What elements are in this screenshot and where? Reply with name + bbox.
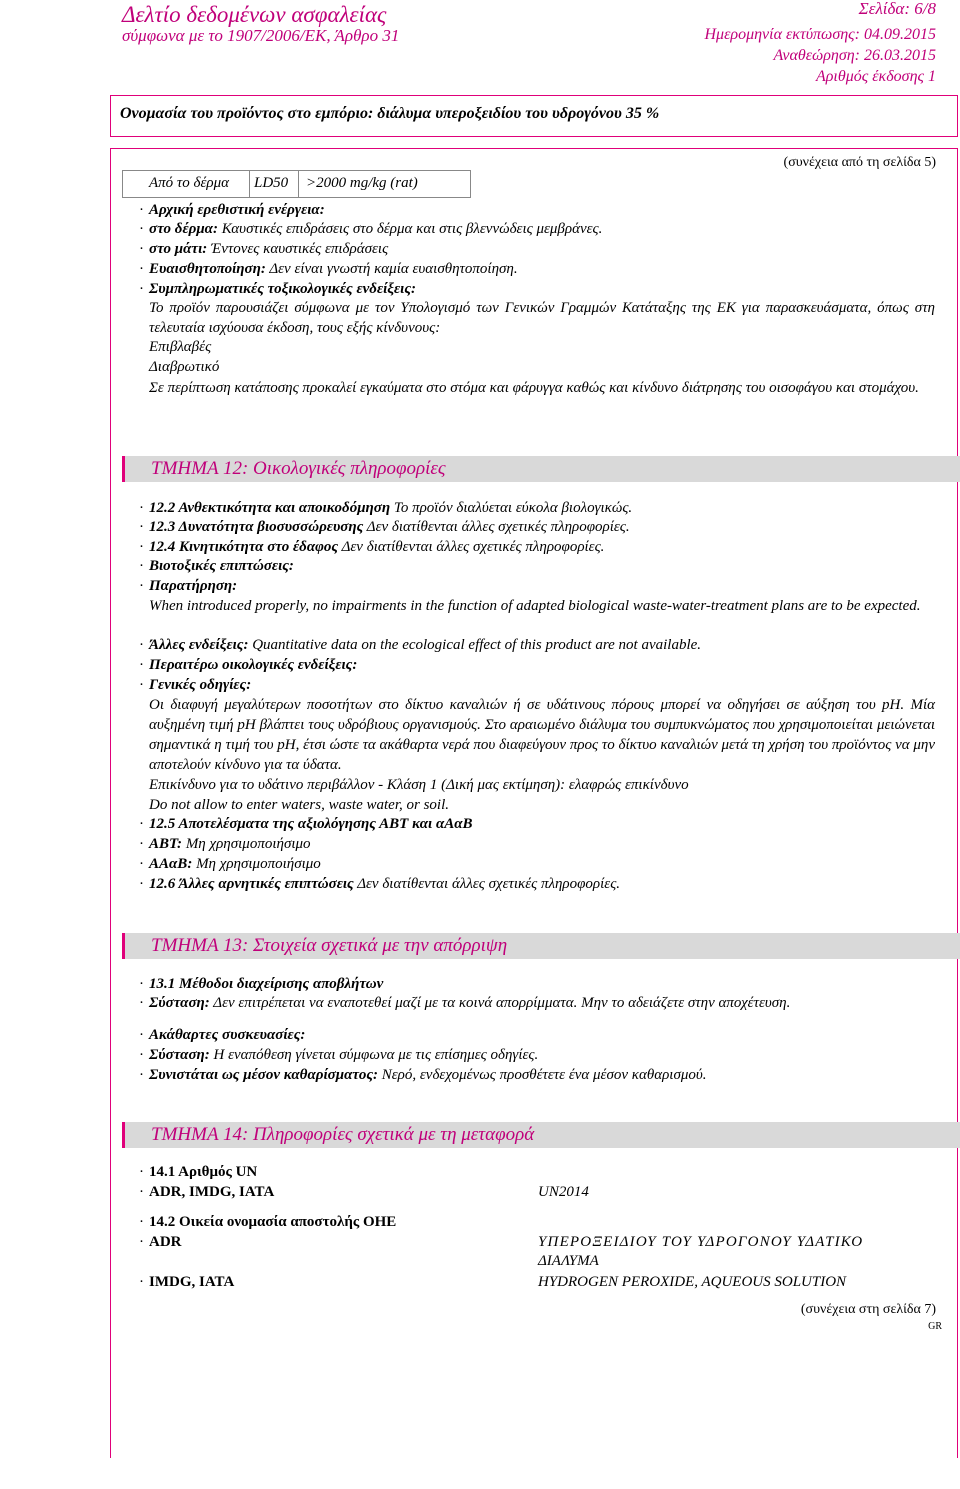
bioaccumulation [149,518,630,537]
bullet: · [139,677,144,693]
bullet: · [139,500,144,516]
bullet: · [139,1234,144,1250]
bullet: · [139,221,144,237]
bullet: · [139,578,144,594]
section-13-header [122,933,960,959]
ld50-divider [249,171,250,197]
bullet: · [139,261,144,277]
bullet: · [139,836,144,852]
persistence-label: 12.2 Ανθεκτικότητα και αποικοδόμηση [149,500,391,516]
corrosive: Διαβρωτικό [149,359,220,375]
print-date: Ημερομηνία εκτύπωσης: 04.09.2015 [704,26,936,43]
bullet: · [139,1274,144,1290]
other-adverse-text: Δεν διατίθενται άλλες σχετικές πληροφορίες. [357,876,621,892]
pbt-text: Μη χρησιμοποιήσιμο [185,836,311,852]
vpvb [149,855,321,874]
page-number: Σελίδα: 6/8 [858,0,936,18]
recommendation-1-label: Σύσταση: [149,995,210,1011]
bullet: · [139,281,144,297]
bullet: · [139,637,144,653]
skin-effect [149,220,602,239]
frame-right [957,148,958,1458]
sensitisation [149,260,518,279]
ld50-test: LD50 [254,175,289,191]
recommendation-2-label: Σύσταση: [149,1047,210,1063]
primary-irritation: Αρχική ερεθιστική ενέργεια: [149,202,325,218]
bullet: · [139,995,144,1011]
section-14-title: ΤΜΗΜΑ 14: Πληροφορίες σχετικά με τη μεταφορά [151,1124,535,1145]
imdg-label: IMDG, IATA [149,1274,235,1290]
country-code: GR [928,1321,942,1332]
persistence-text: Το προϊόν διαλύεται εύκολα βιολογικώς. [393,500,633,516]
bullet: · [139,1164,144,1180]
bioaccumulation-text: Δεν διατίθενται άλλες σχετικές πληροφορίες. [366,519,630,535]
adr-label: ADR [149,1234,182,1250]
bullet: · [139,1027,144,1043]
bullet: · [139,558,144,574]
bullet: · [139,1047,144,1063]
mobility [149,538,604,557]
vpvb-text: Μη χρησιμοποιήσιμο [196,856,321,872]
un-number-label: 14.1 Αριθμός UN [149,1164,258,1180]
vpvb-label: ΑΑαΒ: [149,856,193,872]
eye-effect [149,240,388,259]
unclean-packaging-label: Ακάθαρτες συσκευασίες: [149,1027,306,1043]
additional-tox-text: Το προϊόν παρουσιάζει σύμφωνα με τον Υπολογισμό των Γενικών Γραμμών Κατάταξης της ΕΚ για παρασκευάσματα, όπως στη τελευταία ισχύουσα έκδοση, τους εξής κίνδυνους: [149,300,935,336]
frame-top [110,148,958,149]
skin-label: στο δέρμα: [149,221,218,237]
un-number-value: UN2014 [538,1184,589,1200]
eye-label: στο μάτι: [149,241,208,257]
general-notes-text: Οι διαφυγή μεγαλύτερων ποσοτήτων στο δίκτυο καναλιών ή σε υδάτινους πόρους μπορεί να οδηγήσει σε αύξηση του pH. Μία αυξημένη τιμή pH βλάπτει τους υδρόβιους οργανισμούς. Στο αραιωμένο διάλυμα του συμπυκνώματος που χρησιμοποιείται μειώνεται σημαντικά η τιμή του pH, έτσι ώστε τα ακάθαρτα νερά που διαφεύγουν προς το δίκτυο καναλιών μετά τη χρήση του προϊόντος να μην αποτελούν κίνδυνο για τα ύδατα. [149,697,935,773]
pbt [149,835,311,854]
pbt-results-label: 12.5 Αποτελέσματα της αξιολόγησης ΑΒΤ και αΑαΒ [149,816,473,832]
bullet: · [139,876,144,892]
bullet: · [139,816,144,832]
sensitisation-text: Δεν είναι γνωστή καμία ευαισθητοποίηση. [269,261,518,277]
bullet: · [139,856,144,872]
skin-text: Καυστικές επιδράσεις στο δέρμα και στις βλεννώδεις μεμβράνες. [221,221,603,237]
section-12-title: ΤΜΗΜΑ 12: Οικολογικές πληροφορίες [151,458,446,479]
bullet: · [139,1067,144,1083]
cleaning-agent [149,1066,707,1085]
adr-value-line-2: ΔΙΑΛΥΜΑ [538,1253,599,1269]
other-info-text: Quantitative data on the ecological effect of this product are not available. [252,637,702,653]
shipping-name-label: 14.2 Οικεία ονομασία αποστολής ΟΗΕ [149,1214,397,1230]
un-modes: ADR, IMDG, IATA [149,1184,275,1200]
version-number: Αριθμός έκδοσης 1 [815,68,936,85]
document-title: Δελτίο δεδομένων ασφαλείας [122,2,387,27]
frame-left [110,148,111,1458]
imdg-value: HYDROGEN PEROXIDE, AQUEOUS SOLUTION [538,1274,847,1290]
other-adverse-label: 12.6 Άλλες αρνητικές επιπτώσεις [149,876,354,892]
section-13-title: ΤΜΗΜΑ 13: Στοιχεία σχετικά με την απόρριψη [151,935,508,956]
further-eco-label: Περαιτέρω οικολογικές ενδείξεις: [149,657,358,673]
cleaning-agent-label: Συνιστάται ως μέσον καθαρίσματος: [149,1067,379,1083]
revision-date: Αναθεώρηση: 26.03.2015 [773,47,936,64]
cleaning-agent-text: Νερό, ενδεχομένως προσθέτετε ένα μέσον καθαρισμού. [381,1067,707,1083]
adr-value [538,1233,932,1271]
persistence [149,499,632,518]
bullet: · [139,202,144,218]
bullet: · [139,241,144,257]
product-name: Ονομασία του προϊόντος στο εμπόριο: διάλυμα υπεροξειδίου του υδρογόνου 35 % [120,105,660,122]
product-name-box [110,95,958,137]
ld50-table [122,170,471,198]
bullet: · [139,539,144,555]
recommendation-1 [149,994,790,1013]
waste-methods-label: 13.1 Μέθοδοι διαχείρισης αποβλήτων [149,976,384,992]
other-info [149,636,701,655]
pbt-label: ΑΒΤ: [149,836,183,852]
bullet: · [139,1214,144,1230]
document-subtitle: σύμφωνα με το 1907/2006/ΕΚ, Άρθρο 31 [122,26,400,45]
section-14-header [122,1122,960,1148]
recommendation-2 [149,1046,538,1065]
bullet: · [139,657,144,673]
swallow-warning: Σε περίπτωση κατάποσης προκαλεί εγκαύματα στο στόμα και φάρυγγα καθώς και κίνδυνο διάτρησης του οισοφάγου και στομάχου. [149,380,919,396]
eye-text: Έντονες καυστικές επιδράσεις [211,241,389,257]
section-12-header [122,456,960,482]
dermal-route: Από το δέρμα [149,175,230,191]
water-hazard: Επικίνδυνο για το υδάτινο περιβάλλον - Κλάση 1 (Δική μας εκτίμηση): ελαφρώς επικίνδυνο [149,777,689,793]
remark-text: When introduced properly, no impairments in the function of adapted biological waste-water-treatment plans are to be expected. [149,598,921,614]
other-adverse [149,875,620,894]
additional-tox-label: Συμπληρωματικές τοξικολογικές ενδείξεις: [149,281,417,297]
adr-value-line-1: ΥΠΕΡΟΞΕΙΔΙΟΥ ΤΟΥ ΥΔΡΟΓΟΝΟΥ ΥΔΑΤΙΚΟ [538,1234,864,1250]
continued-from: (συνέχεια από τη σελίδα 5) [783,155,936,170]
bullet: · [139,1184,144,1200]
bullet: · [139,976,144,992]
harmful: Επιβλαβές [149,339,212,355]
continued-on: (συνέχεια στη σελίδα 7) [800,1302,936,1317]
ld50-value: >2000 mg/kg (rat) [306,175,418,191]
sensitisation-label: Ευαισθητοποίηση: [149,261,266,277]
ecotoxicity-label: Βιοτοξικές επιπτώσεις: [149,558,294,574]
mobility-label: 12.4 Κινητικότητα στο έδαφος [149,539,339,555]
bioaccumulation-label: 12.3 Δυνατότητα βιοσυσσώρευσης [149,519,364,535]
do-not-release: Do not allow to enter waters, waste water, or soil. [149,797,450,813]
mobility-text: Δεν διατίθενται άλλες σχετικές πληροφορίες. [341,539,605,555]
recommendation-2-text: Η εναπόθεση γίνεται σύμφωνα με τις επίσημες οδηγίες. [213,1047,539,1063]
ld50-divider-2 [298,171,299,197]
other-info-label: Άλλες ενδείξεις: [149,637,249,653]
bullet: · [139,519,144,535]
recommendation-1-text: Δεν επιτρέπεται να εναποτεθεί μαζί με τα κοινά απορρίμματα. Μην το αδειάζετε στην αποχέτευση. [213,995,791,1011]
general-notes-label: Γενικές οδηγίες: [149,677,252,693]
remark-label: Παρατήρηση: [149,578,238,594]
